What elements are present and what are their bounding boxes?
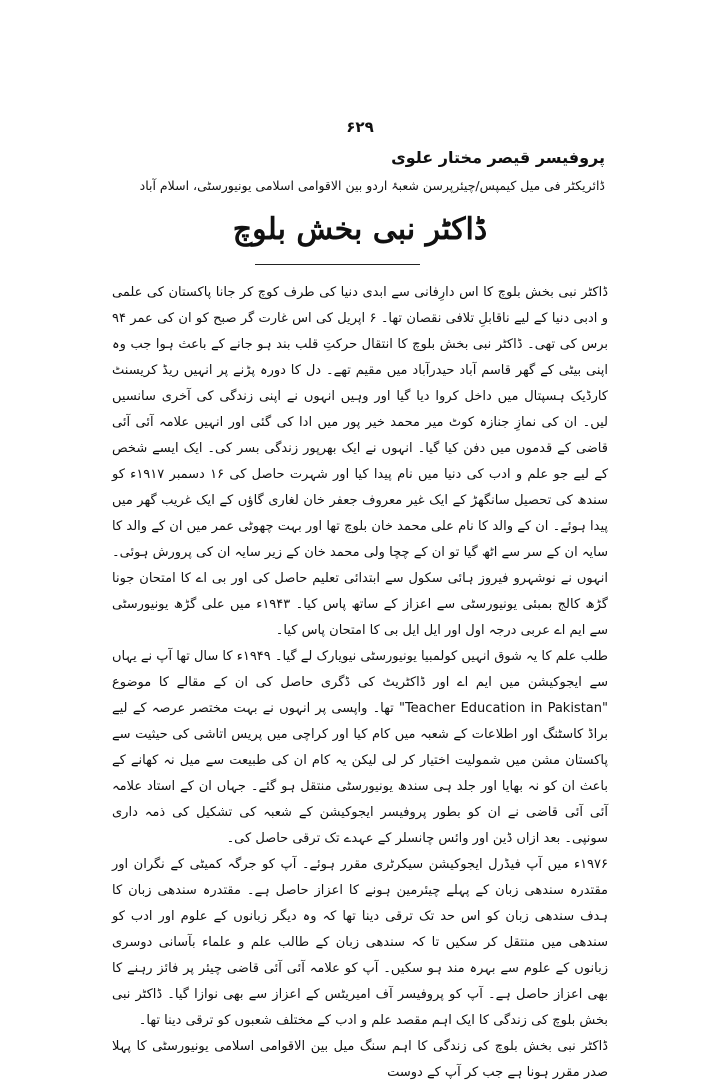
author-name: پروفیسر قیصر مختار علوی bbox=[391, 148, 605, 167]
page-number: ۶۲۹ bbox=[346, 118, 374, 136]
paragraph-1: ڈاکٹر نبی بخش بلوچ کا اس دارِفانی سے ابدی دنیا کی طرف کوچ کر جانا پاکستان کی علمی و ادبی دنیا کے لیے ناقابلِ تلافی نقصان تھا۔ ۶ اپریل کی اس غارت گر صبح کو ان کی عمر ۹۴ برس کی تھی۔ ڈاکٹر نبی بخش بلوچ کا انتقال حرکتِ قلب بند ہو جانے کے باعث ہوا جب وہ اپنی بیٹی کے گھر قاسم آباد حیدرآباد میں مقیم تھے۔ دل کا دورہ پڑنے پر انہیں ریڈ کریسنٹ کارڈیک ہسپتال میں داخل کروا دیا گیا اور وہیں انہوں نے اپنی زندگی کی آخری سانسیں لیں۔ ان کی نمازِ جنازہ کوٹ میر محمد خیر پور میں ادا کی گئی اور انہیں علامہ آئی آئی قاضی کے قدموں میں دفن کیا گیا۔ انہوں نے ایک بھرپور زندگی بسر کی۔ ایک ایسے شخص کے لیے جو علم و ادب کی دنیا میں نام پیدا کیا اور شہرت حاصل کی ۱۶ دسمبر ۱۹۱۷ء کو سندھ کی تحصیل سانگھڑ کے ایک غیر معروف جعفر خان لغاری گاؤں کے ایک غریب گھر میں پیدا ہوئے۔ ان کے والد کا نام علی محمد خان بلوچ تھا اور بہت چھوٹی عمر میں ان کے والد کا سایہ ان کے سر سے اٹھ گیا تو ان کے چچا ولی محمد خان کے زیر سایہ ان کی پرورش ہوئی۔ انہوں نے نوشہرو فیروز ہائی سکول سے ابتدائی تعلیم حاصل کی اور بی اے کا امتحان جونا گڑھ کالج بمبئی یونیورسٹی سے اعزاز کے ساتھ پاس کیا۔ ۱۹۴۳ء میں علی گڑھ یونیورسٹی سے ایم اے عربی درجہ اول اور ایل ایل بی کا امتحان پاس کیا۔ bbox=[112, 285, 609, 638]
title-underline-divider bbox=[255, 264, 420, 265]
paragraph-2: طلب علم کا یہ شوق انہیں کولمبیا یونیورسٹی نیویارک لے گیا۔ ۱۹۴۹ء کا سال تھا آپ نے یہاں سے ایجوکیشن میں ایم اے اور ڈاکٹریٹ کی ڈگری حاصل کی ان کے مقالے کا موضوع "Teacher Education in Pakistan" تھا۔ واپسی پر انہوں نے بہت مختصر عرصہ کے لیے براڈ کاسٹنگ اور اطلاعات کے شعبہ میں کام کیا اور کراچی میں پریس اتاشی کی حیثیت سے پاکستان مشن میں شمولیت اختیار کر لی لیکن یہ کام ان کی طبیعت سے میل نہ کھانے کے باعث ان کو نہ بھایا اور جلد ہی سندھ یونیورسٹی منتقل ہو گئے۔ جہاں ان کے استاد علامہ آئی آئی قاضی نے ان کو بطور پروفیسر ایجوکیشن کے شعبہ کی تشکیل کی ذمہ داری سونپی۔ بعد ازاں ڈین اور وائس چانسلر کے عہدے تک ترقی حاصل کی۔ bbox=[112, 649, 608, 846]
paragraph-4: ڈاکٹر نبی بخش بلوچ کی زندگی کا اہم سنگ میل بین الاقوامی اسلامی یونیورسٹی کا پہلا صدر مقرر ہونا ہے جب کر آپ کے دوست bbox=[112, 1039, 608, 1080]
article-title: ڈاکٹر نبی بخش بلوچ bbox=[232, 212, 488, 247]
paragraph-3: ۱۹۷۶ء میں آپ فیڈرل ایجوکیشن سیکرٹری مقرر ہوئے۔ آپ کو جرگہ کمیٹی کے نگران اور مقتدرہ سندھی زبان کے پہلے چیئرمین ہونے کا اعزاز حاصل ہے۔ مقتدرہ سندھی زبان کا ہدف سندھی زبان کو اس حد تک ترقی دینا تھا کہ وہ دیگر زبانوں کے علوم اور ادب کو سندھی میں منتقل کر سکیں تا کہ سندھی زبان کے طالب علم و علماء بآسانی دوسری زبانوں کے علوم سے بہرہ مند ہو سکیں۔ آپ کو علامہ آئی آئی قاضی چیئر پر فائز رہنے کا بھی اعزاز حاصل ہے۔ آپ کو پروفیسر آف امیریٹس کے اعزاز سے بھی نوازا گیا۔ ڈاکٹر نبی بخش بلوچ کی زندگی کا ایک اہم مقصد علم و ادب کے مختلف شعبوں کو ترقی دینا تھا۔ bbox=[112, 857, 608, 1028]
author-affiliation: ڈائریکٹر فی میل کیمپس/چیئرپرسن شعبۂ اردو بین الاقوامی اسلامی یونیورسٹی، اسلام آباد bbox=[139, 178, 605, 193]
article-body bbox=[112, 280, 608, 1086]
